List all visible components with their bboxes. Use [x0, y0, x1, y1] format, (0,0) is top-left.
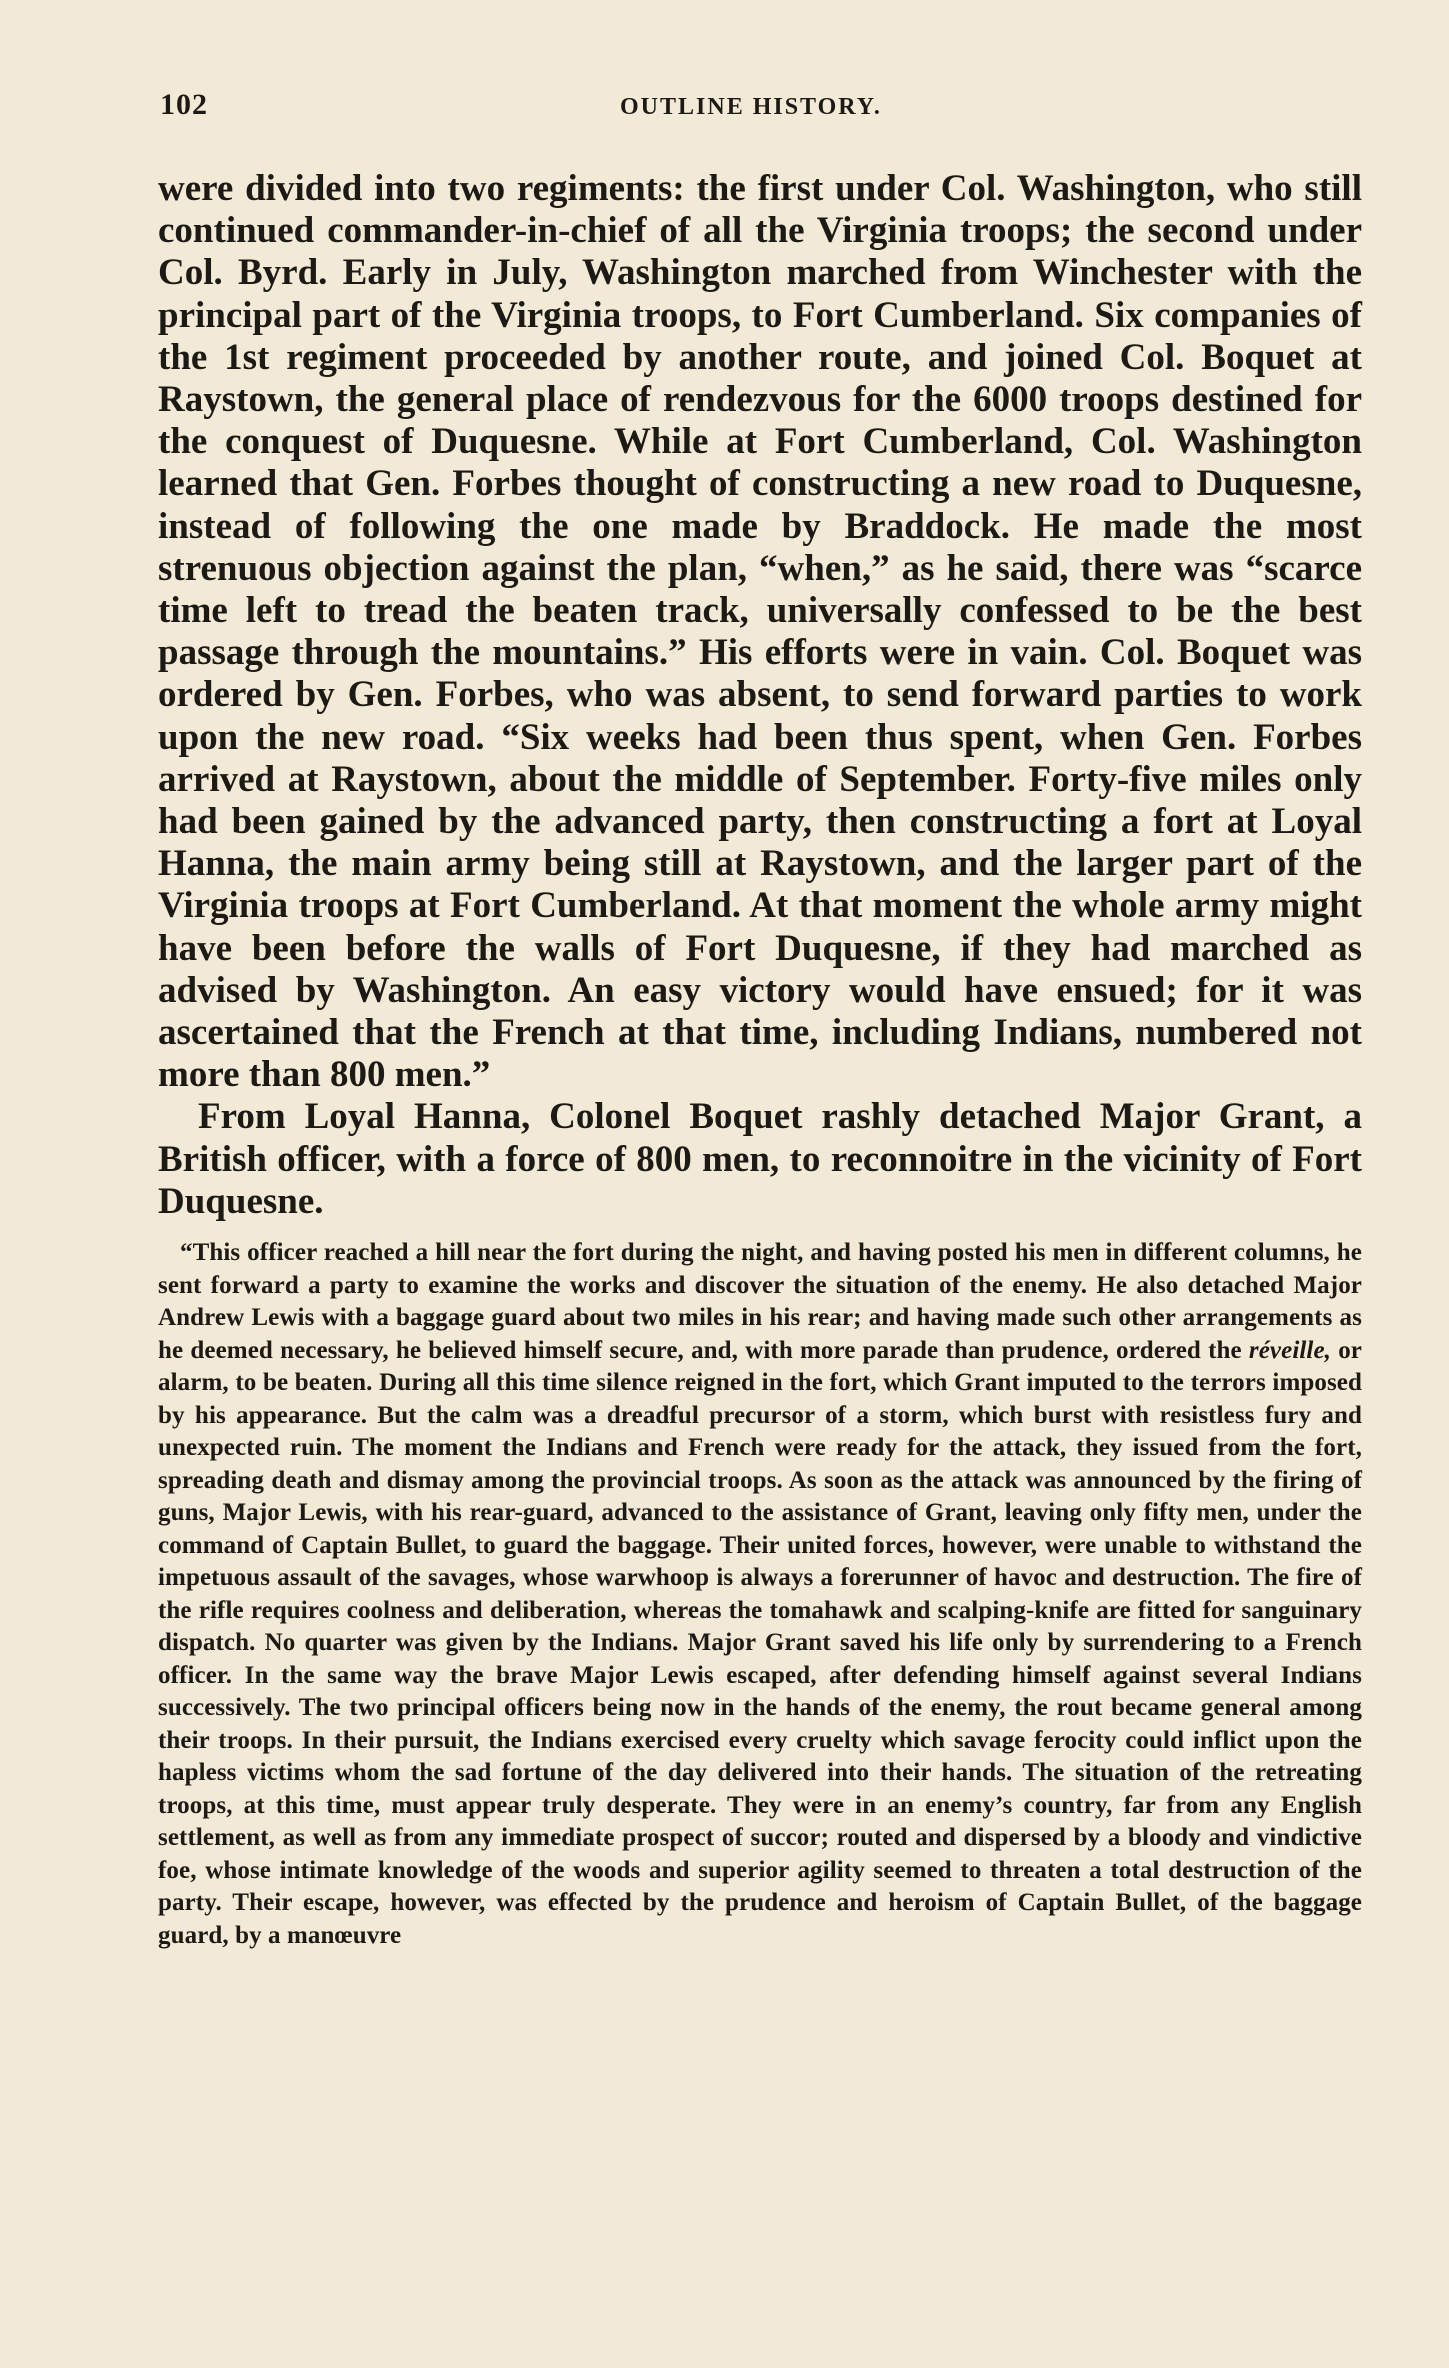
- quotation-text: or alarm, to be beaten. During all this time silence reigned in the fort, which Grant imputed to the terrors imposed by his appearance. But the calm was a dreadful precursor of a storm, which burst with resistless fury and unexpected ruin. The moment the Indians and French were ready for the attack, they issued from the fort, spreading death and dismay among the provincial troops. As soon as the attack was announced by the firing of guns, Major Lewis, with his rear-guard, advanced to the assistance of Grant, leaving only fifty men, under the command of Captain Bullet, to guard the baggage. Their united forces, however, were unable to withstand the impetuous assault of the savages, whose warwhoop is always a forerunner of havoc and destruction. The fire of the rifle requires coolness and deliberation, whereas the tomahawk and scalping-knife are fitted for sanguinary dispatch. No quarter was given by the Indians. Major Grant saved his life only by surrendering to a French officer. In the same way the brave Major Lewis escaped, after defending himself against several Indians successively. The two principal officers being now in the hands of the enemy, the rout became general among their troops. In their pursuit, the Indians exercised every cruelty which savage ferocity could inflict upon the hapless victims whom the sad fortune of the day delivered into their hands. The situation of the retreating troops, at this time, must appear truly desperate. They were in an enemy’s country, far from any English settlement, as well as from any immediate prospect of succor; routed and dispersed by a bloody and vindictive foe, whose intimate knowledge of the woods and superior agility seemed to threaten a total destruction of the party. Their escape, however, was effected by the prudence and heroism of Captain Bullet, of the baggage guard, by a manœuvre: [158, 1336, 1362, 1949]
- body-paragraph: were divided into two regiments: the first under Col. Washington, who still continued commander-in-chief of all the Virginia troops; the second under Col. Byrd. Early in July, Washington marched from Winchester with the principal part of the Virginia troops, to Fort Cumberland. Six companies of the 1st regiment proceeded by another route, and joined Col. Boquet at Raystown, the general place of rendezvous for the 6000 troops destined for the conquest of Duquesne. While at Fort Cumberland, Col. Washington learned that Gen. Forbes thought of constructing a new road to Duquesne, instead of following the one made by Braddock. He made the most strenuous objection against the plan, “when,” as he said, there was “scarce time left to tread the beaten track, universally confessed to be the best passage through the mountains.” His efforts were in vain. Col. Boquet was ordered by Gen. Forbes, who was absent, to send forward parties to work upon the new road. “Six weeks had been thus spent, when Gen. Forbes arrived at Raystown, about the middle of September. Forty-five miles only had been gained by the advanced party, then constructing a fort at Loyal Hanna, the main army being still at Raystown, and the larger part of the Virginia troops at Fort Cumberland. At that moment the whole army might have been before the walls of Fort Duquesne, if they had marched as advised by Washington. An easy victory would have ensued; for it was ascertained that the French at that time, including Indians, numbered not more than 800 men.”: [158, 168, 1362, 1096]
- running-head: OUTLINE HISTORY.: [620, 94, 882, 120]
- body-paragraph: From Loyal Hanna, Colonel Boquet rashly detached Major Grant, a British officer, with a force of 800 men, to reconnoitre in the vicinity of Fort Duquesne.: [158, 1096, 1362, 1222]
- quotation-italic-term: réveille,: [1248, 1336, 1332, 1364]
- page-header: [160, 88, 1360, 128]
- block-quotation: [158, 1237, 1362, 1952]
- quotation-text: “This officer reached a hill near the fort during the night, and having posted his men in different columns, he sent forward a party to examine the works and discover the situation of the enemy. He also detached Major Andrew Lewis with a baggage guard about two miles in his rear; and having made such other arrangements as he deemed necessary, he believed himself secure, and, with more parade than prudence, ordered the: [158, 1239, 1362, 1364]
- page-number: 102: [160, 88, 208, 121]
- body-text: [158, 168, 1362, 1952]
